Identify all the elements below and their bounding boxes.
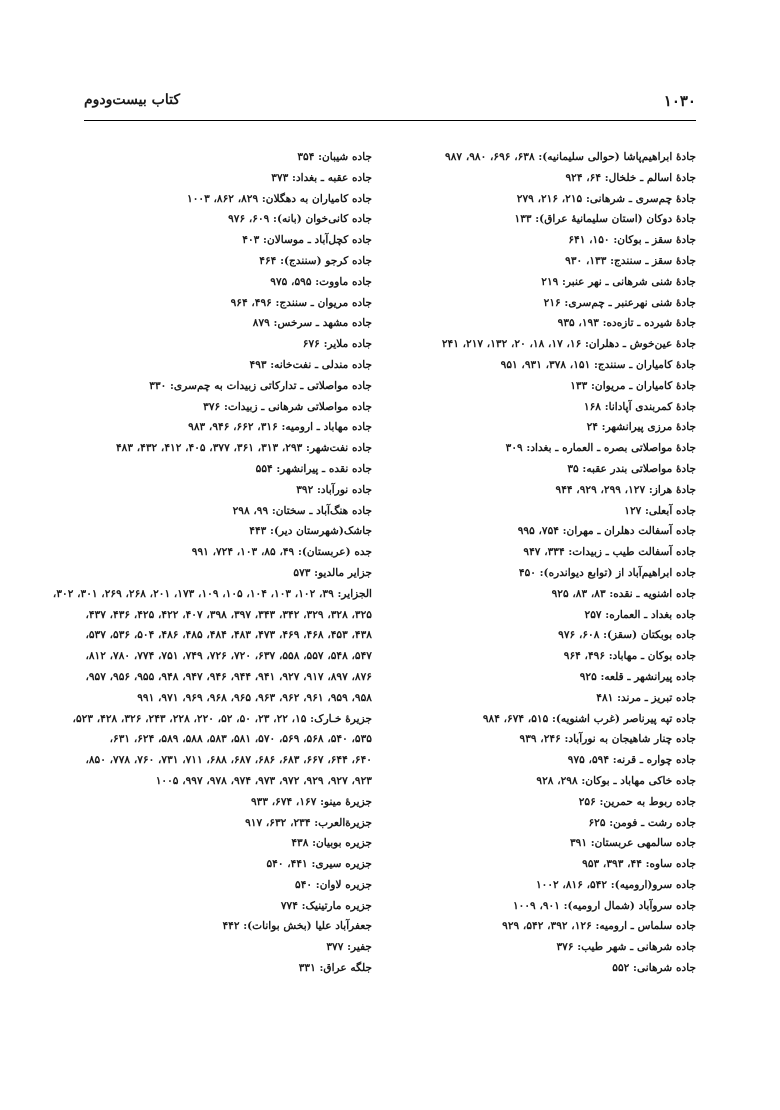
index-entry: جادهٔ مواصلاتی بندر عقبه: ۳۵ xyxy=(567,462,696,475)
index-entry: جاده ماووت: ۵۹۵، ۹۷۵ xyxy=(270,275,372,288)
index-entry: جاده مندلی ـ نفت‌خانه: ۴۹۳ xyxy=(249,358,372,371)
index-entry: ۹۲۳، ۹۲۷، ۹۲۹، ۹۷۲، ۹۷۳، ۹۷۴، ۹۷۸، ۹۹۷، ۱۰۰۵ xyxy=(155,774,372,787)
index-entry: جزایر مالدیو: ۵۷۳ xyxy=(293,566,372,579)
index-entry: جادهٔ سقز ـ سنندج: ۱۳۳، ۹۳۰ xyxy=(565,254,696,267)
header-rule xyxy=(84,120,696,121)
index-entry: جادهٔ کامیاران ـ مریوان: ۱۳۳ xyxy=(570,379,696,392)
page-header xyxy=(84,92,696,112)
index-column-left xyxy=(52,147,372,979)
index-entry: جاده نقده ـ پیرانشهر: ۵۵۴ xyxy=(255,462,372,475)
index-entry: جلگه عراق: ۳۳۱ xyxy=(298,962,372,975)
index-entry: جاده شرهانی ـ شهر طیب: ۳۷۶ xyxy=(556,941,696,954)
index-entry: جاده اشنویه ـ نقده: ۸۳، ۸۳، ۹۲۵ xyxy=(551,587,696,600)
index-entry: جادهٔ کمربندی آپادانا: ۱۶۸ xyxy=(583,400,696,413)
index-entry: جاده خاکی مهاباد ـ بوکان: ۲۹۸، ۹۲۸ xyxy=(536,774,696,787)
index-entry: الجزایر: ۳۹، ۱۰۲، ۱۰۳، ۱۰۴، ۱۰۵، ۱۰۹، ۱۷۳، ۲۰۱، ۲۶۸، ۲۶۹، ۳۰۱، ۳۰۲، xyxy=(52,587,372,600)
index-entry: جاده تبریز ـ مرند: ۴۸۱ xyxy=(596,691,696,704)
index-entry: جادهٔ چم‌سری ـ شرهانی: ۲۱۵، ۲۱۶، ۲۷۹ xyxy=(516,192,696,205)
index-entry: جاده بوبکتان (سقز): ۶۰۸، ۹۷۶ xyxy=(558,629,696,642)
index-entry: جاده مهاباد ـ ارومیه: ۳۱۶، ۶۶۲، ۹۴۶، ۹۸۳ xyxy=(188,421,372,434)
index-entry: جادهٔ اسالم ـ خلخال: ۶۴، ۹۲۴ xyxy=(565,171,696,184)
index-entry: جزیره سیری: ۴۴۱، ۵۴۰ xyxy=(266,858,372,871)
index-entry: جزیرهٔ مینو: ۱۶۷، ۶۷۴، ۹۳۳ xyxy=(250,795,372,808)
index-entry: جادهٔ سقز ـ بوکان: ۱۵۰، ۶۴۱ xyxy=(568,234,696,247)
index-entry: ۹۵۸، ۹۵۹، ۹۶۱، ۹۶۲، ۹۶۳، ۹۶۵، ۹۶۸، ۹۶۹، ۹۷۱، ۹۹۱ xyxy=(137,691,372,704)
index-entry: جاده هنگ‌آباد ـ سختان: ۹۹، ۲۹۸ xyxy=(232,504,372,517)
index-entry: جاده عقبه ـ بغداد: ۳۷۳ xyxy=(271,171,372,184)
index-entry: جزیرةالعرب: ۲۳۴، ۶۳۲، ۹۱۷ xyxy=(245,816,372,829)
index-entry: جاده کچل‌آباد ـ موسالان: ۴۰۳ xyxy=(242,234,372,247)
index-entry: جاده ملایر: ۶۷۶ xyxy=(302,338,372,351)
index-entry: جاده سلماس ـ ارومیه: ۱۲۶، ۳۹۲، ۵۴۲، ۹۲۹ xyxy=(502,920,696,933)
index-entry: جاده ساوه: ۴۴، ۳۹۳، ۹۵۳ xyxy=(582,858,696,871)
index-entry: جاده بوکان ـ مهاباد: ۴۹۶، ۹۶۴ xyxy=(563,650,696,663)
index-entry: جاده مشهد ـ سرخس: ۸۷۹ xyxy=(252,317,372,330)
index-entry: جادهٔ ابراهیم‌پاشا (حوالی سلیمانیه): ۶۳۸، ۶۹۶، ۹۸۰، ۹۸۷ xyxy=(445,151,696,163)
index-entry: جادهٔ دوکان (استان سلیمانیهٔ عراق): ۱۳۳ xyxy=(514,213,696,226)
index-entry: جاده نورآباد: ۳۹۲ xyxy=(296,483,372,496)
index-entry: جادهٔ شنی نهرعنبر ـ چم‌سری: ۲۱۶ xyxy=(543,296,696,309)
index-entry: جاده نفت‌شهر: ۲۹۳، ۳۱۳، ۳۶۱، ۳۷۷، ۴۰۵، ۴۱۲، ۴۳۲، ۴۸۳ xyxy=(115,442,372,455)
index-entry: جاده آسفالت طیب ـ زبیدات: ۳۳۴، ۹۴۷ xyxy=(523,546,696,559)
index-entry: جعفرآباد علیا (بخش بوانات): ۴۴۲ xyxy=(222,920,372,933)
index-entry: جاده چنار شاهیجان به نورآباد: ۲۴۶، ۹۳۹ xyxy=(519,733,696,746)
index-entry: جاده مواصلاتی ـ تدارکاتی زبیدات به چم‌سری: ۳۳۰ xyxy=(149,379,372,392)
index-column-right xyxy=(396,147,696,979)
index-entry: جاده تپه پیرناصر (غرب اشنویه): ۵۱۵، ۶۷۴، ۹۸۴ xyxy=(482,712,696,725)
index-entry: جاده شرهانی: ۵۵۲ xyxy=(612,962,696,975)
index-entry: جده (عربستان): ۴۹، ۸۵، ۱۰۳، ۷۲۴، ۹۹۱ xyxy=(191,546,372,559)
index-entry: جاده ربوط به حمرین: ۲۵۶ xyxy=(578,795,696,808)
index-entry: جادهٔ عین‌خوش ـ دهلران: ۱۶، ۱۷، ۱۸، ۲۰، ۱۳۲، ۲۱۷، ۲۴۱ xyxy=(441,338,696,351)
index-entry: جزیره مارتینیک: ۷۷۴ xyxy=(280,899,372,912)
book-title: کتاب بیست‌ودوم xyxy=(84,92,180,108)
index-entry: ۶۴۰، ۶۴۴، ۶۶۷، ۶۸۳، ۶۸۶، ۶۸۷، ۶۸۸، ۷۱۱، ۷۳۱، ۷۶۰، ۷۷۸، ۸۵۰، xyxy=(85,754,372,767)
index-entry: جاشک(شهرستان دیر): ۴۴۳ xyxy=(249,525,372,538)
index-entry: جاده کرجو (سنندج): ۴۶۴ xyxy=(259,254,372,267)
index-entry: جاده پیرانشهر ـ قلعه: ۹۲۵ xyxy=(579,670,696,683)
index-entry: ۳۲۵، ۳۲۸، ۳۲۹، ۳۴۲، ۳۴۳، ۳۹۷، ۳۹۸، ۴۰۷، ۴۲۲، ۴۲۵، ۴۳۶، ۴۳۷، xyxy=(85,608,372,621)
index-entry: جاده چواره ـ قرنه: ۵۹۴، ۹۷۵ xyxy=(567,754,696,767)
index-entry: جاده سرو(ارومیه): ۵۴۲، ۸۱۶، ۱۰۰۲ xyxy=(535,878,696,891)
index-entry: ۵۴۷، ۵۴۸، ۵۵۷، ۵۵۸، ۶۳۷، ۷۲۰، ۷۲۶، ۷۴۹، ۷۵۱، ۷۷۴، ۷۸۰، ۸۱۲، xyxy=(85,650,372,663)
index-entry: جادهٔ مواصلاتی بصره ـ العماره ـ بغداد: ۳۰۹ xyxy=(505,442,696,455)
page-number: ۱۰۳۰ xyxy=(663,92,696,110)
index-entry: جاده آبعلی: ۱۲۷ xyxy=(624,504,696,517)
index-entry: جادهٔ شنی شرهانی ـ نهر عنبر: ۲۱۹ xyxy=(541,275,696,288)
index-entry: جاده مواصلاتی شرهانی ـ زبیدات: ۳۷۶ xyxy=(203,400,372,413)
index-entry: جاده مریوان ـ سنندج: ۴۹۶، ۹۶۴ xyxy=(230,296,372,309)
index-entry: ۴۳۸، ۴۵۳، ۴۶۸، ۴۶۹، ۴۷۳، ۴۸۳، ۴۸۴، ۴۸۵، ۴۸۶، ۵۰۴، ۵۳۶، ۵۳۷، xyxy=(85,629,372,642)
index-entry: ۸۷۶، ۸۹۷، ۹۱۷، ۹۲۷، ۹۴۱، ۹۴۴، ۹۴۶، ۹۴۷، ۹۴۸، ۹۵۵، ۹۵۶، ۹۵۷، xyxy=(85,670,372,683)
index-entry: جادهٔ هراز: ۱۲۷، ۲۹۹، ۹۲۹، ۹۴۴ xyxy=(555,483,696,496)
index-entry: جاده کامیاران به دهگلان: ۸۲۹، ۸۶۲، ۱۰۰۳ xyxy=(187,192,372,205)
index-entry: جاده کانی‌خوان (بانه): ۶۰۹، ۹۷۶ xyxy=(228,213,372,226)
index-entry: جاده بغداد ـ العماره: ۲۵۷ xyxy=(584,608,696,621)
index-entry: جاده سروآباد (شمال ارومیه): ۹۰۱، ۱۰۰۹ xyxy=(512,899,696,912)
index-entry: جزیره لاوان: ۵۴۰ xyxy=(295,878,372,891)
index-entry: جاده رشت ـ فومن: ۶۲۵ xyxy=(588,816,696,829)
index-entry: ۵۳۵، ۵۴۰، ۵۶۸، ۵۶۹، ۵۷۰، ۵۸۱، ۵۸۳، ۵۸۸، ۵۸۹، ۶۲۴، ۶۳۱، xyxy=(109,733,372,746)
index-entry: جادهٔ شیرده ـ تازه‌ده: ۱۹۳، ۹۳۵ xyxy=(557,317,696,330)
index-entry: جزیرهٔ خـارک: ۱۵، ۲۲، ۲۳، ۵۰، ۵۲، ۲۲۰، ۲۲۸، ۲۴۳، ۳۲۶، ۴۲۸، ۵۲۳، xyxy=(72,712,372,725)
index-entry: جزیره بوبیان: ۴۳۸ xyxy=(291,837,372,850)
index-entry: جاده شیبان: ۳۵۴ xyxy=(297,151,372,163)
index-entry: جادهٔ مرزی پیرانشهر: ۲۴ xyxy=(586,421,696,434)
index-entry: جاده آسفالت دهلران ـ مهران: ۷۵۴، ۹۹۵ xyxy=(517,525,696,538)
index-entry: جادهٔ کامیاران ـ سنندج: ۱۵۱، ۳۷۸، ۹۳۱، ۹۵۱ xyxy=(500,358,696,371)
index-entry: جاده سالمهی عربستان: ۳۹۱ xyxy=(569,837,696,850)
index-entry: جفیر: ۳۷۷ xyxy=(326,941,372,954)
index-entry: جاده ابراهیم‌آباد از (توابع دیواندره): ۴۵۰ xyxy=(518,566,696,579)
